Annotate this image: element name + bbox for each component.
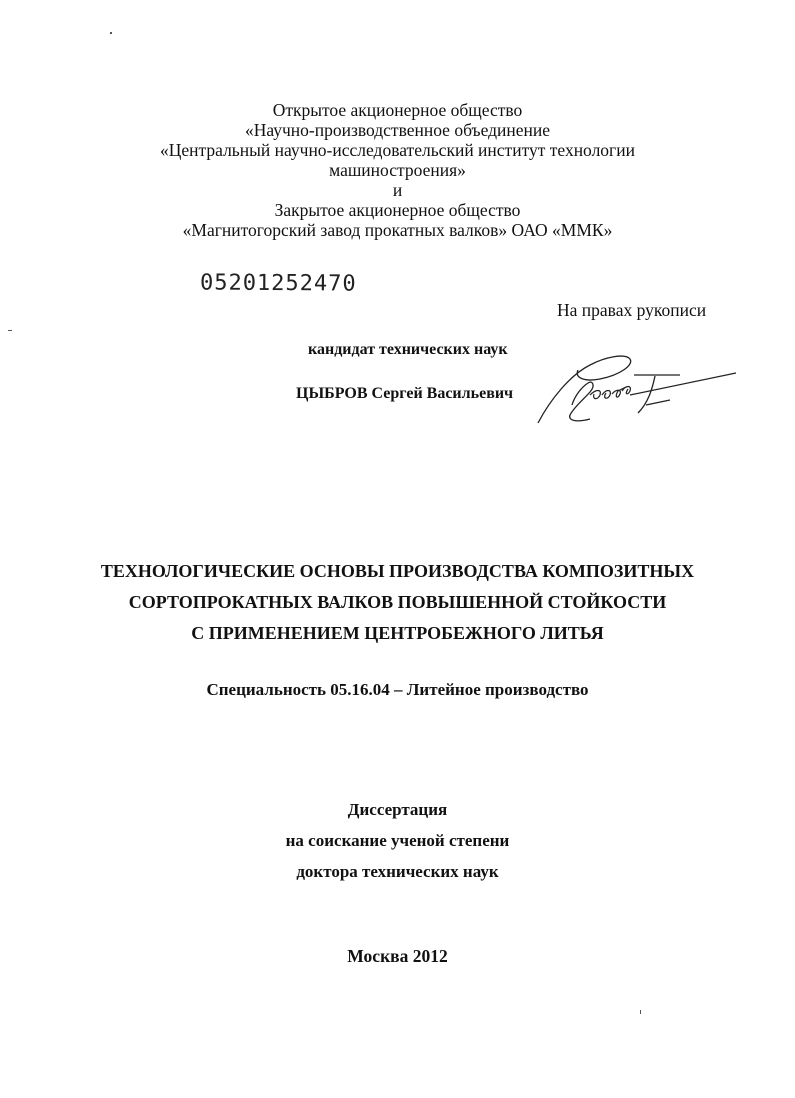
org-line: «Научно-производственное объединение bbox=[244, 120, 551, 140]
signature bbox=[530, 345, 740, 430]
city-year: Москва 2012 bbox=[347, 946, 448, 966]
org-line: Открытое акционерное общество bbox=[272, 100, 523, 120]
author-degree: кандидат технических наук bbox=[308, 341, 508, 358]
degree-block bbox=[0, 794, 795, 887]
scan-speck bbox=[640, 1010, 641, 1014]
org-line: «Магнитогорский завод прокатных валков» ОАО «ММК» bbox=[182, 220, 613, 240]
org-line: и bbox=[392, 180, 403, 200]
dissertation-title bbox=[0, 556, 795, 649]
degree-line: доктора технических наук bbox=[296, 862, 499, 881]
manuscript-note: На правах рукописи bbox=[557, 300, 707, 320]
title-line: СОРТОПРОКАТНЫХ ВАЛКОВ ПОВЫШЕННОЙ СТОЙКОСТИ bbox=[128, 592, 667, 612]
org-line: машиностроения» bbox=[329, 160, 466, 180]
degree-line: Диссертация bbox=[347, 800, 448, 819]
organizations-header bbox=[0, 100, 795, 240]
scan-speck bbox=[8, 330, 12, 331]
author-name: ЦЫБРОВ Сергей Васильевич bbox=[296, 385, 514, 402]
scan-speck bbox=[110, 32, 112, 34]
org-line: «Центральный научно-исследовательский институт технологии bbox=[160, 140, 635, 160]
degree-line: на соискание ученой степени bbox=[285, 831, 510, 850]
title-line: ТЕХНОЛОГИЧЕСКИЕ ОСНОВЫ ПРОИЗВОДСТВА КОМПОЗИТНЫХ bbox=[100, 561, 695, 581]
registration-number: 05201252470 bbox=[199, 270, 357, 297]
title-line: С ПРИМЕНЕНИЕМ ЦЕНТРОБЕЖНОГО ЛИТЬЯ bbox=[191, 623, 604, 643]
org-line: Закрытое акционерное общество bbox=[274, 200, 521, 220]
specialty: Специальность 05.16.04 – Литейное производство bbox=[206, 680, 589, 699]
